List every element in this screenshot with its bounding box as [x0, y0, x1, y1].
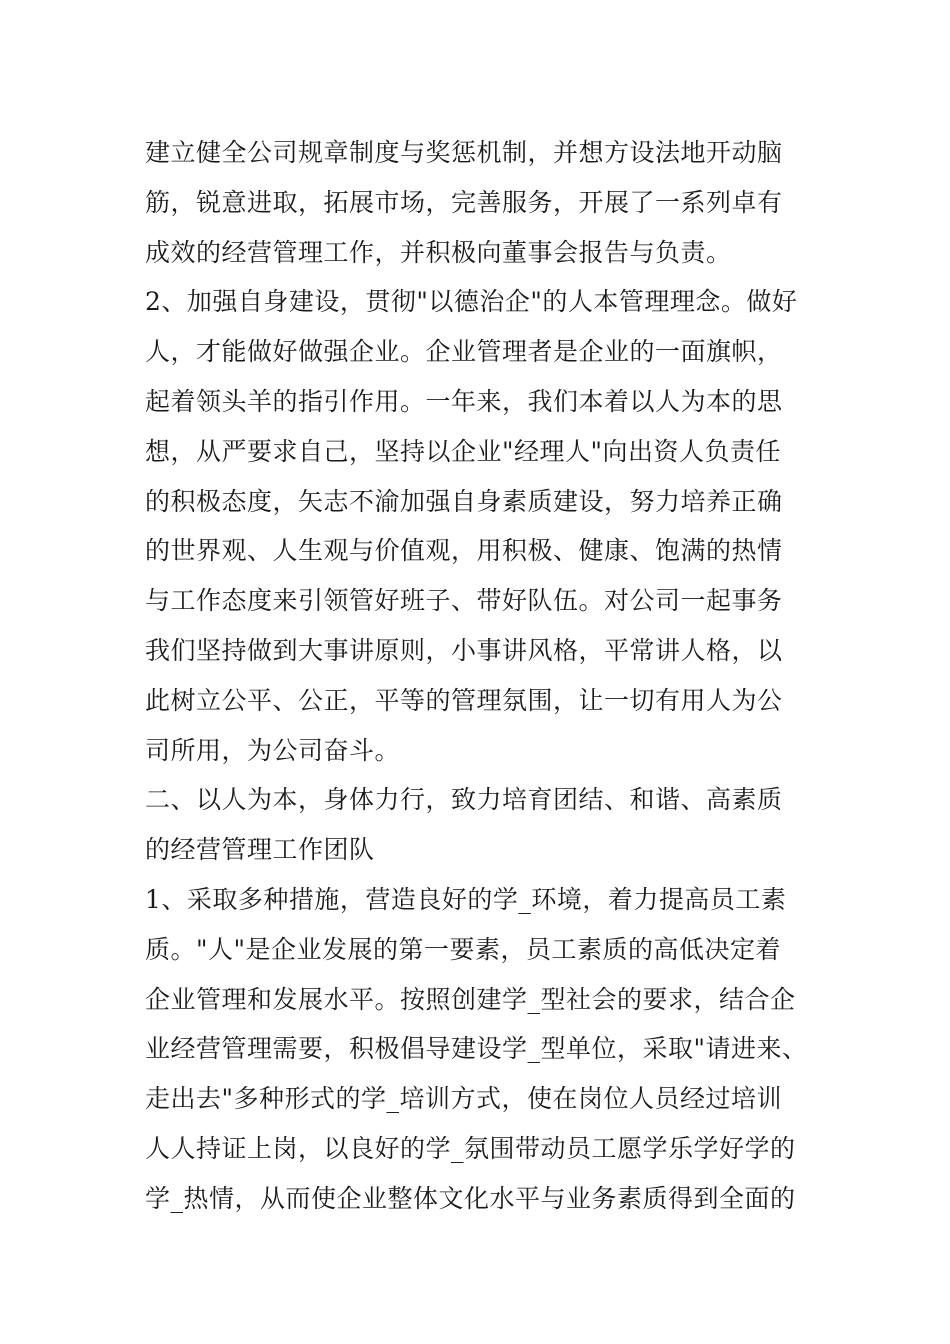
text-line: 人，才能做好做强企业。企业管理者是企业的一面旗帜， [145, 337, 783, 367]
text-line: 1、采取多种措施，营造良好的学_环境，着力提高员工素 [145, 884, 787, 914]
text-line: 成效的经营管理工作，并积极向董事会报告与负责。 [145, 237, 732, 267]
text-line: 建立健全公司规章制度与奖惩机制，并想方设法地开动脑 [145, 138, 783, 167]
text-line: 想，从严要求自己，坚持以企业"经理人"向出资人负责任 [145, 436, 782, 466]
text-line: 学_热情，从而使企业整体文化水平与业务素质得到全面的 [145, 1183, 796, 1213]
text-line: 质。"人"是企业发展的第一要素，员工素质的高低决定着 [145, 934, 782, 964]
text-line: 的积极态度，矢志不渝加强自身素质建设，努力培养正确 [145, 486, 783, 516]
text-line: 2、加强自身建设，贯彻"以德治企"的人本管理理念。做好 [145, 287, 798, 317]
text-line: 筋，锐意进取，拓展市场，完善服务，开展了一系列卓有 [145, 187, 783, 217]
text-line: 起着领头羊的指引作用。一年来，我们本着以人为本的思 [145, 386, 783, 416]
section-heading-line: 二、以人为本，身体力行，致力培育团结、和谐、高素质 [145, 785, 783, 815]
section-heading-line: 的经营管理工作团队 [145, 835, 375, 865]
text-line: 人人持证上岗，以良好的学_氛围带动员工愿学乐学好学的 [145, 1133, 796, 1163]
text-line: 的世界观、人生观与价值观，用积极、健康、饱满的热情 [145, 536, 783, 566]
text-line: 与工作态度来引领管好班子、带好队伍。对公司一起事务 [145, 586, 783, 616]
text-line: 走出去"多种形式的学_培训方式，使在岗位人员经过培训 [145, 1084, 783, 1114]
text-line: 我们坚持做到大事讲原则，小事讲风格，平常讲人格，以 [145, 635, 783, 665]
text-line: 此树立公平、公正，平等的管理氛围，让一切有用人为公 [145, 685, 783, 715]
body-text [145, 128, 810, 1224]
text-line: 业经营管理需要，积极倡导建设学_型单位，采取"请进来、 [145, 1034, 808, 1064]
text-line: 司所用，为公司奋斗。 [145, 735, 401, 765]
text-line: 企业管理和发展水平。按照创建学_型社会的要求，结合企 [145, 984, 796, 1014]
